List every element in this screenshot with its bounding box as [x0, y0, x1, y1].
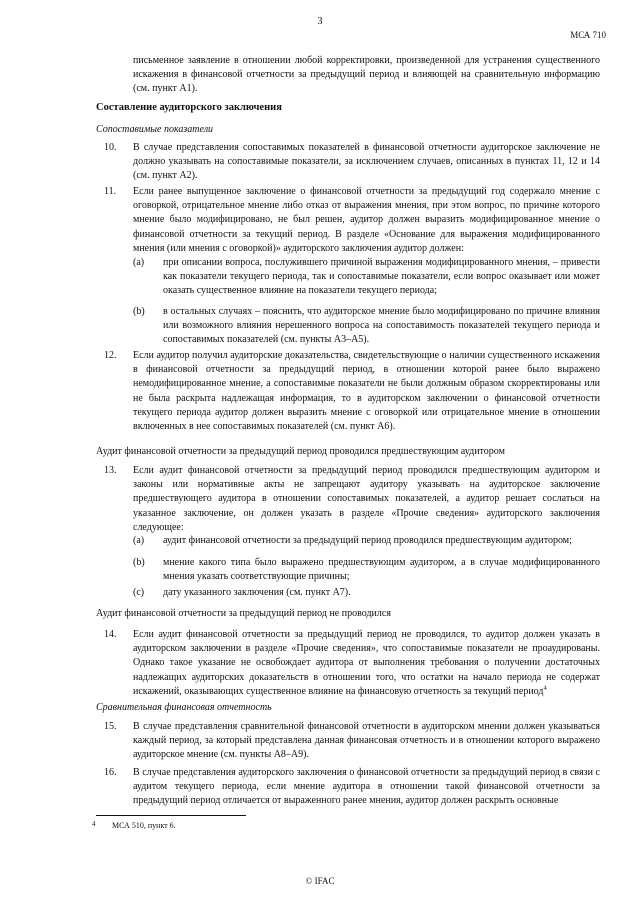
paragraph-13-a-text: аудит финансовой отчетности за предыдущий период проводился предшествующим аудитором;	[163, 535, 572, 546]
paragraph-11-a-text: при описании вопроса, послужившего причиной выражения модифицированного мнения, – привести как показатели текущего периода, так и сопоставимые показатели, если вопрос оказывает или может оказать существенное влияние на показатели текущего периода;	[163, 257, 600, 297]
footnote-divider	[96, 815, 246, 816]
paragraph-12-text: Если аудитор получил аудиторские доказательства, свидетельствующие о наличии существенного искажения в финансовой отчетности за предыдущий период, в отношении которой ранее было выражено немодифицированное мнение, а сопоставимые показатели не были должным образом скорректированы или не была раскрыта надлежащая информация, то в аудиторском заключении о финансовой отчетности текущего периода аудитор должен выразить мнение с оговоркой или отрицательное мнение в отношении включенных в нее сопоставимых показателей (см. пункт А6).	[133, 350, 600, 433]
footnote-mark: 4	[92, 820, 96, 828]
footnote-reference: 4	[543, 684, 547, 692]
paragraph-13-number: 13.	[104, 465, 117, 476]
footnote-text: МСА 510, пункт 6.	[112, 821, 176, 830]
subheading-corresponding-figures: Сопоставимые показатели	[96, 124, 214, 135]
paragraph-15-text: В случае представления сравнительной финансовой отчетности в аудиторском мнении должен указываться каждый период, за который представлена данная финансовая отчетность и в отношении которого выражено аудиторское мнение (см. пункты А8–А9).	[133, 721, 600, 761]
paragraph-14-number: 14.	[104, 629, 117, 640]
paragraph-13-b-label: (b)	[133, 557, 145, 568]
paragraph-13-c-label: (c)	[133, 587, 145, 598]
paragraph-13-text: Если аудит финансовой отчетности за предыдущий период проводился предшествующим аудитором и законы или нормативные акты не запрещают аудитору указывать на аудиторское заключение предшествующего аудитора в отношении сопоставимых показателей, а аудитор решает сослаться на указанное заключение, он должен указать в разделе «Прочие сведения» аудиторского заключения следующее:	[133, 465, 600, 533]
paragraph-13-b-text: мнение какого типа было выражено предшествующим аудитором, а в случае модифицированного мнения указать соответствующие причины;	[163, 557, 600, 583]
heading-not-audited: Аудит финансовой отчетности за предыдущий период не проводился	[96, 608, 391, 619]
paragraph-16-number: 16.	[104, 767, 117, 778]
paragraph-10-number: 10.	[104, 142, 117, 153]
paragraph-11-b-label: (b)	[133, 306, 145, 317]
paragraph-12-number: 12.	[104, 350, 117, 361]
paragraph-11-number: 11.	[104, 186, 117, 197]
paragraph-10-text: В случае представления сопоставимых показателей в финансовой отчетности аудиторское заключение не должно указывать на сопоставимые показатели, за исключением случаев, описанных в пунктах 11, 12 и 14 (см. пункт А2).	[133, 142, 600, 182]
paragraph-16-text: В случае представления аудиторского заключения о финансовой отчетности за предыдущий период в связи с аудитом текущего периода, если мнение аудитора в отношении такой финансовой отчетности за предыдущий период отличается от выраженного ранее мнения, аудитор должен раскрыть основные	[133, 767, 600, 807]
heading-previous-auditor: Аудит финансовой отчетности за предыдущий период проводился предшествующим аудитором	[96, 446, 505, 457]
paragraph-14-body: Если аудит финансовой отчетности за предыдущий период не проводился, то аудитор должен указать в аудиторском заключении в разделе «Прочие сведения», что сопоставимые показатели не проаудированы. Однако такое указание не освобождает аудитора от выполнения требования о получении достаточных надлежащих аудиторских доказательств в отношении того, что остатки на начало периода не содержат искажений, оказывающих существенное влияние на финансовую отчетность за текущий период	[133, 629, 600, 697]
paragraph-11-text: Если ранее выпущенное заключение о финансовой отчетности за предыдущий год содержало мнение с оговоркой, отрицательное мнение либо отказ от выражения мнения, при этом вопрос, по причине которого мнение было модифицировано, не был решен, аудитор должен выразить модифицированное мнение о финансовой отчетности за текущий период. В разделе «Основание для выражения модифицированного мнения (или мнения с оговоркой)» аудиторского заключения аудитор должен:	[133, 186, 600, 254]
paragraph-13-a-label: (a)	[133, 535, 145, 546]
document-code: МСА 710	[570, 30, 606, 40]
subheading-comparative-statements: Сравнительная финансовая отчетность	[96, 702, 272, 713]
intro-paragraph: письменное заявление в отношении любой корректировки, произведенной для устранения существенного искажения в финансовой отчетности за предыдущий период и влияющей на сравнительную информацию (см. пункт А1).	[133, 55, 600, 95]
page-number: 3	[317, 16, 323, 27]
copyright-footer: © IFAC	[305, 876, 335, 886]
paragraph-13-c-text: дату указанного заключения (см. пункт А7).	[163, 587, 351, 598]
paragraph-11-b-text: в остальных случаях – пояснить, что аудиторское мнение было модифицировано по причине влияния или возможного влияния нерешенного вопроса на сопоставимость показателей текущего периода и сопоставимых показателей (см. пункты А3–А5).	[163, 306, 600, 346]
paragraph-15-number: 15.	[104, 721, 117, 732]
section-title: Составление аудиторского заключения	[96, 102, 282, 113]
paragraph-14-text	[133, 628, 600, 699]
paragraph-11-a-label: (a)	[133, 257, 145, 268]
